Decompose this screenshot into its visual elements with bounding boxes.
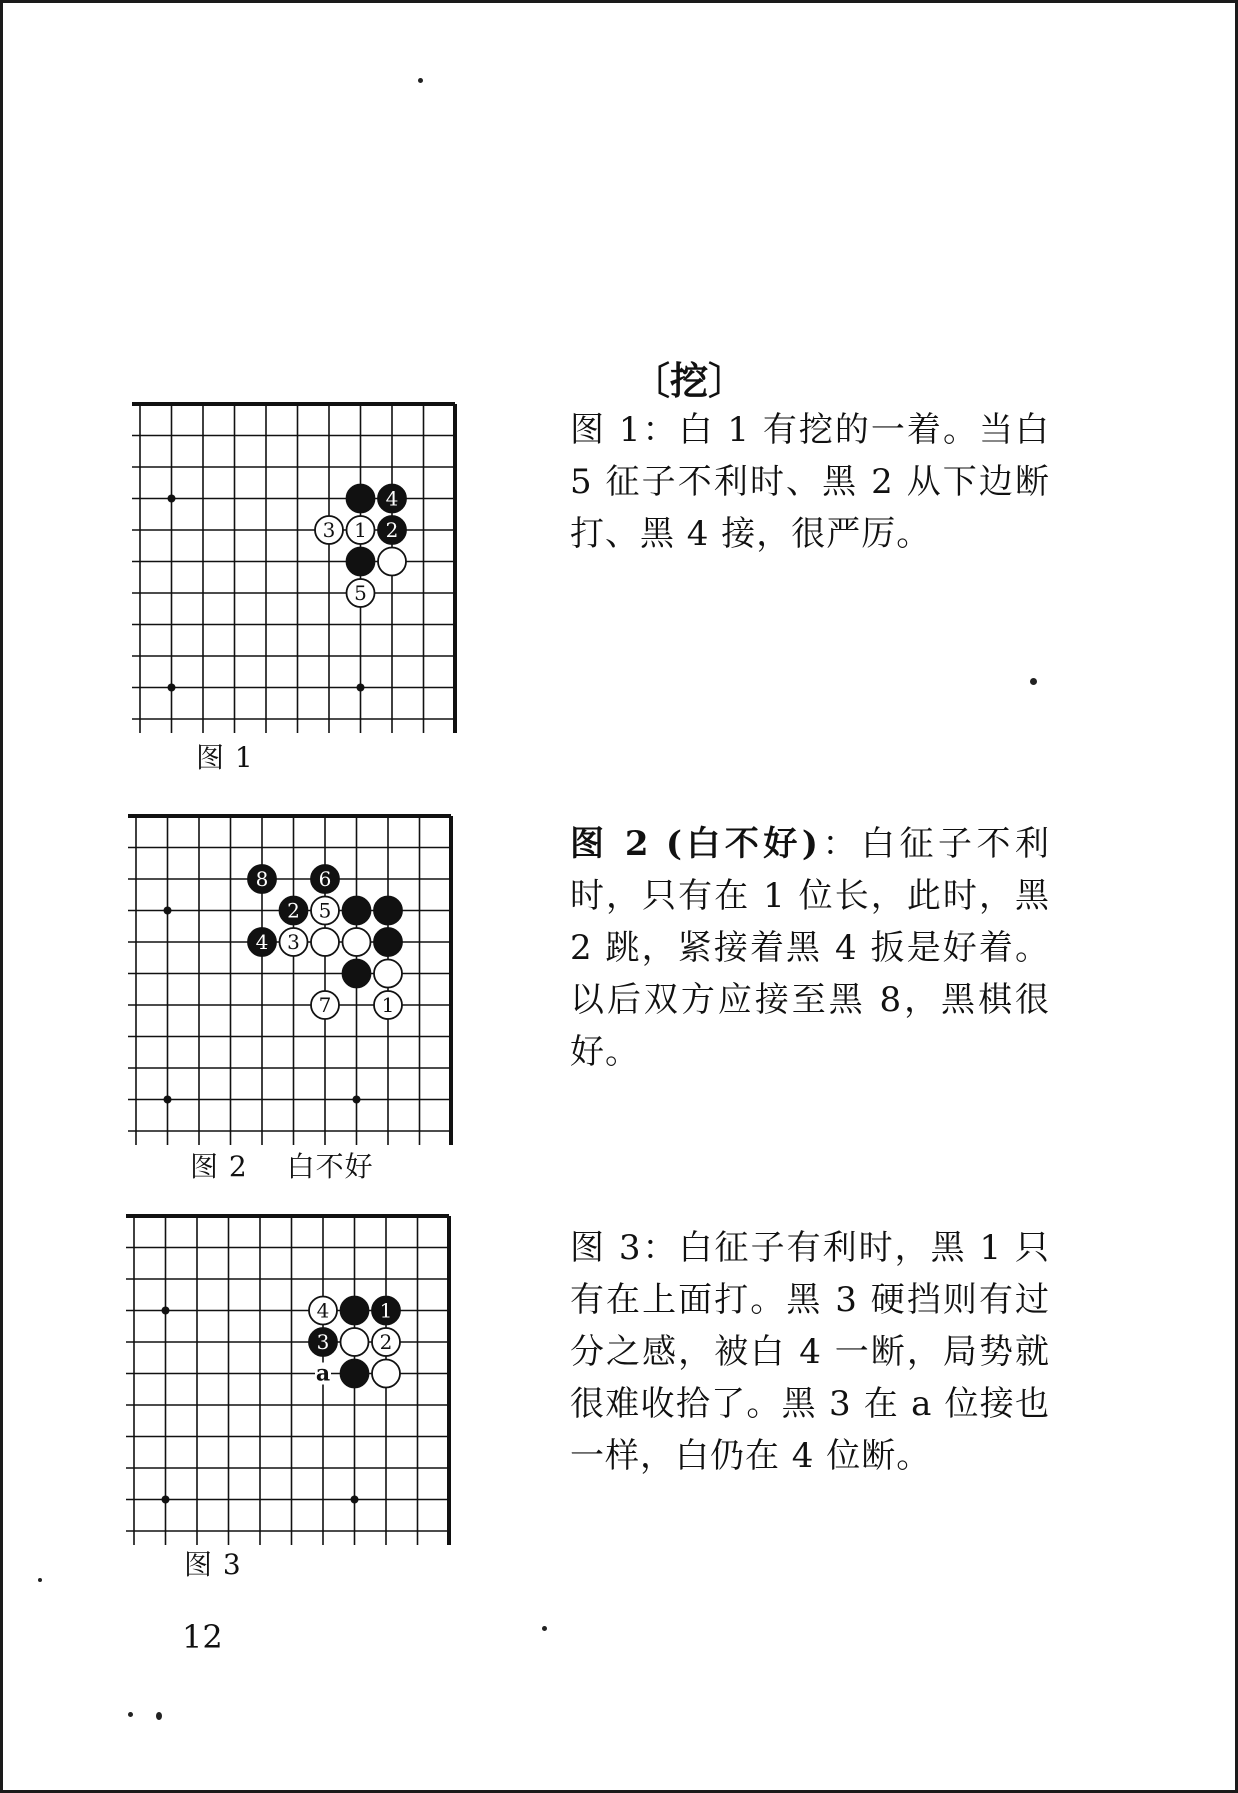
star-point bbox=[353, 1096, 361, 1104]
scan-speck bbox=[38, 1578, 42, 1582]
figure-3-caption: 图 3 bbox=[184, 1548, 242, 1581]
stone-move-number: 5 bbox=[354, 581, 367, 605]
black-stone bbox=[341, 1360, 369, 1388]
stone-move-number: 6 bbox=[318, 867, 332, 891]
star-point bbox=[162, 1496, 170, 1504]
stone-move-number: 2 bbox=[385, 518, 399, 542]
black-stone bbox=[347, 548, 375, 576]
scan-speck bbox=[542, 1626, 547, 1631]
go-board-svg bbox=[132, 400, 472, 744]
white-stone bbox=[311, 928, 339, 956]
go-board-figure-1 bbox=[132, 400, 472, 744]
star-point bbox=[351, 1496, 359, 1504]
stone-move-number: 3 bbox=[287, 930, 300, 954]
star-point bbox=[168, 684, 176, 692]
figure-2-paragraph bbox=[570, 818, 1050, 1078]
go-board-figure-3 bbox=[126, 1212, 466, 1556]
stone-move-number: 8 bbox=[255, 867, 269, 891]
star-point bbox=[357, 684, 365, 692]
star-point bbox=[168, 495, 176, 503]
white-stone bbox=[341, 1328, 369, 1356]
black-stone bbox=[343, 960, 371, 988]
go-board-svg bbox=[128, 812, 468, 1156]
scan-speck bbox=[418, 78, 423, 83]
white-stone bbox=[372, 1360, 400, 1388]
section-heading: 〔挖〕 bbox=[632, 358, 747, 403]
stone-move-number: 1 bbox=[381, 993, 395, 1017]
scan-speck bbox=[128, 1712, 133, 1717]
white-stone bbox=[343, 928, 371, 956]
figure-2-caption: 图 2 白不好 bbox=[190, 1150, 374, 1183]
figure-1-paragraph: 图 1：白 1 有挖的一着。当白 5 征子不利时、黑 2 从下边断打、黑 4 接，很严厉。 bbox=[570, 410, 1050, 554]
board-mark-label: a bbox=[315, 1360, 331, 1387]
black-stone bbox=[341, 1297, 369, 1325]
figure-2-paragraph-body: ：白征子不利时，只有在 1 位长，此时，黑 2 跳，紧接着黑 4 扳是好着。以后双方应接至黑 8，黑棋很好。 bbox=[570, 824, 1050, 1072]
stone-move-number: 4 bbox=[385, 486, 399, 511]
stone-move-number: 4 bbox=[255, 930, 269, 954]
stone-move-number: 1 bbox=[354, 518, 367, 542]
stone-move-number: 3 bbox=[322, 518, 336, 542]
stone-move-number: 4 bbox=[316, 1298, 330, 1323]
scan-speck bbox=[156, 1712, 162, 1720]
star-point bbox=[162, 1307, 170, 1315]
star-point bbox=[164, 1096, 172, 1104]
page-number: 12 bbox=[182, 1618, 223, 1656]
black-stone bbox=[374, 928, 402, 956]
scan-speck bbox=[1030, 678, 1037, 685]
black-stone bbox=[343, 897, 371, 925]
stone-move-number: 5 bbox=[318, 898, 332, 923]
stone-move-number: 1 bbox=[379, 1298, 393, 1323]
figure-3-paragraph: 图 3：白征子有利时，黑 1 只有在上面打。黑 3 硬挡则有过分之感，被白 4 一断，局势就很难收拾了。黑 3 在 a 位接也一样，白仍在 4 位断。 bbox=[570, 1228, 1050, 1476]
black-stone bbox=[374, 897, 402, 925]
white-stone bbox=[378, 548, 406, 576]
white-stone bbox=[374, 960, 402, 988]
stone-move-number: 2 bbox=[379, 1330, 393, 1354]
star-point bbox=[164, 907, 172, 915]
go-board-svg bbox=[126, 1212, 466, 1556]
figure-1-caption: 图 1 bbox=[196, 741, 254, 774]
stone-move-number: 3 bbox=[316, 1330, 330, 1354]
go-board-figure-2 bbox=[128, 812, 468, 1156]
stone-move-number: 2 bbox=[287, 898, 300, 923]
figure-2-paragraph-lead: 图 2 (白不好) bbox=[570, 824, 819, 864]
stone-move-number: 7 bbox=[318, 993, 332, 1017]
black-stone bbox=[347, 485, 375, 513]
